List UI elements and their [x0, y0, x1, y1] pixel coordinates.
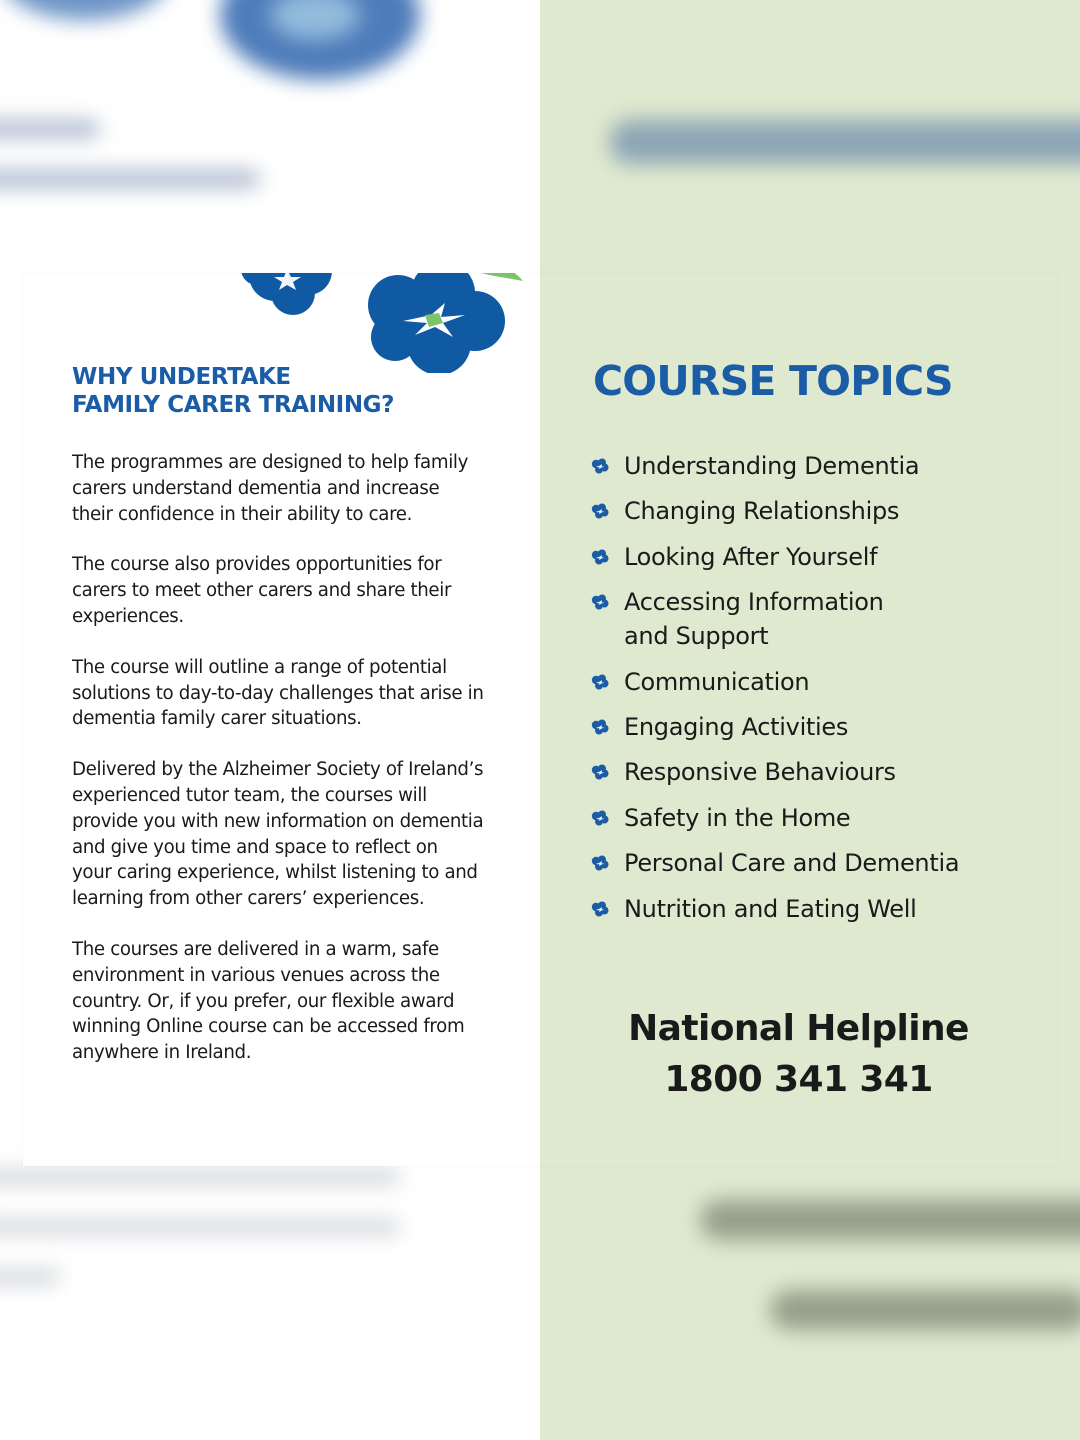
topic-label: Communication — [624, 667, 810, 696]
background-title-blur — [610, 120, 1080, 164]
topic-label: Responsive Behaviours — [624, 758, 896, 787]
paragraph-line: their confidence in their ability to care. — [72, 503, 413, 525]
paragraph-line: The course also provides opportunities for — [72, 554, 442, 576]
heading-line: WHY UNDERTAKE — [72, 364, 291, 390]
left-panel — [23, 273, 540, 1166]
topic-label: Looking After Yourself — [624, 542, 878, 571]
flower-bullet-icon — [591, 594, 609, 610]
topic-label: Engaging Activities — [624, 712, 849, 741]
paragraph-line: dementia family carer situations. — [72, 708, 362, 730]
heading-line: FAMILY CARER TRAINING? — [72, 392, 395, 418]
paragraph-line: The programmes are designed to help family — [72, 452, 469, 473]
background-text-blur — [0, 1170, 400, 1184]
body-paragraphs — [72, 450, 512, 1091]
paragraph-line: and give you time and space to reflect on — [72, 836, 438, 858]
body-paragraph — [72, 552, 512, 629]
background-text-blur — [0, 120, 100, 138]
topic-item — [591, 494, 1031, 528]
flower-bullet-icon — [591, 719, 609, 735]
topic-item — [591, 665, 1031, 699]
topic-item — [591, 755, 1031, 789]
paragraph-line: environment in various venues across the — [72, 964, 440, 986]
topic-item — [591, 892, 1031, 926]
flower-bullet-icon — [591, 503, 609, 519]
body-paragraph — [72, 757, 512, 912]
body-paragraph — [72, 655, 512, 732]
paragraph-line: provide you with new information on dementia — [72, 810, 484, 832]
background-flower-icon — [0, 0, 170, 20]
topic-item — [591, 710, 1031, 744]
topic-label: Personal Care and Dementia — [624, 849, 960, 878]
national-helpline — [540, 1003, 1057, 1105]
course-topics-list — [591, 449, 1031, 937]
paragraph-line: anywhere in Ireland. — [72, 1042, 252, 1064]
paragraph-line: winning Online course can be accessed from — [72, 1016, 465, 1038]
topic-label: Nutrition and Eating Well — [624, 894, 917, 923]
background-helpline-blur — [700, 1200, 1080, 1240]
flower-bullet-icon — [591, 549, 609, 565]
course-topics-heading: COURSE TOPICS — [593, 357, 953, 405]
paragraph-line: solutions to day-to-day challenges that arise in — [72, 682, 484, 704]
topic-label: and Support — [624, 622, 769, 651]
paragraph-line: carers understand dementia and increase — [72, 477, 440, 499]
background-text-blur — [0, 1270, 60, 1284]
paragraph-line: country. Or, if you prefer, our flexible award — [72, 990, 455, 1012]
topic-item — [591, 449, 1031, 483]
background-helpline-blur — [770, 1290, 1080, 1330]
helpline-label: National Helpline — [628, 1008, 969, 1049]
flower-bullet-icon — [591, 764, 609, 780]
body-paragraph — [72, 450, 512, 527]
paragraph-line: The courses are delivered in a warm, safe — [72, 938, 439, 960]
paragraph-line: carers to meet other carers and share their — [72, 580, 452, 602]
topic-item — [591, 846, 1031, 880]
paragraph-line: Delivered by the Alzheimer Society of Ireland’s — [72, 759, 484, 781]
paragraph-line: your caring experience, whilst listening to and — [72, 862, 478, 884]
leaflet-card — [23, 273, 1057, 1166]
topic-item — [591, 801, 1031, 835]
flower-bullet-icon — [591, 458, 609, 474]
paragraph-line: experienced tutor team, the courses will — [72, 784, 427, 806]
body-paragraph — [72, 937, 512, 1066]
topic-label: Accessing Information — [624, 588, 884, 617]
flower-decoration-icon — [213, 273, 533, 373]
paragraph-line: The course will outline a range of potential — [72, 656, 447, 678]
topic-label: Changing Relationships — [624, 497, 900, 526]
flower-bullet-icon — [591, 855, 609, 871]
topic-label: Safety in the Home — [624, 803, 851, 832]
topic-item — [591, 540, 1031, 574]
topic-item — [591, 585, 1031, 653]
helpline-number: 1800 341 341 — [664, 1059, 933, 1100]
background-flower-icon — [220, 0, 420, 80]
flower-bullet-icon — [591, 674, 609, 690]
background-text-blur — [0, 170, 260, 188]
paragraph-line: learning from other carers’ experiences. — [72, 888, 425, 910]
why-undertake-heading — [72, 363, 394, 419]
flower-bullet-icon — [591, 901, 609, 917]
topic-label: Understanding Dementia — [624, 452, 920, 480]
flower-bullet-icon — [591, 810, 609, 826]
paragraph-line: experiences. — [72, 605, 184, 627]
background-text-blur — [0, 1220, 400, 1234]
